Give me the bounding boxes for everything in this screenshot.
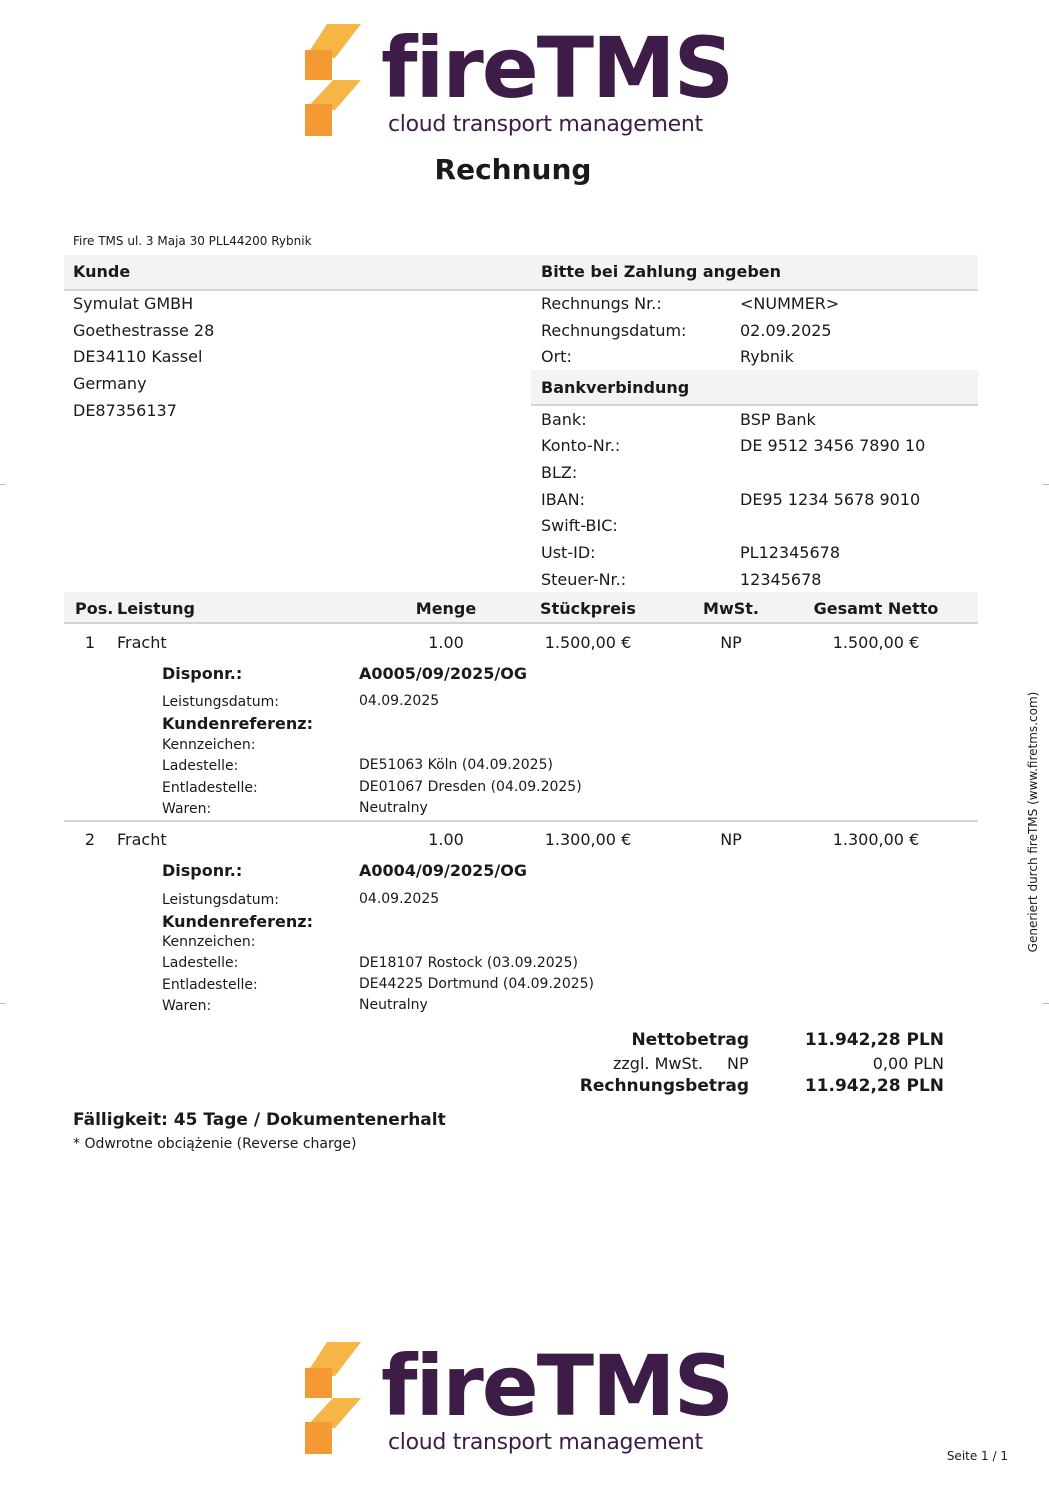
bank-label: BLZ: [541,463,578,482]
loading-label: Ladestelle: [162,955,239,971]
item-net-total: 1.300,00 € [832,830,920,849]
customer-heading: Kunde [73,262,131,281]
bank-label: Steuer-Nr.: [541,570,627,589]
item-pos: 1 [84,633,96,652]
loading-value: DE18107 Rostock (03.09.2025) [359,955,578,971]
invoice-number-value: <NUMMER> [740,294,840,313]
bank-value: DE95 1234 5678 9010 [740,490,921,509]
item-service: Fracht [117,830,167,849]
net-amount-value: 11.942,28 PLN [804,1030,944,1050]
header-band [64,255,978,291]
logo-tagline: cloud transport management [388,112,703,137]
reverse-charge-note: * Odwrotne obciążenie (Reverse charge) [73,1136,357,1152]
net-amount-label: Nettobetrag [631,1030,749,1050]
invoice-date-value: 02.09.2025 [740,321,832,340]
vat-value: 0,00 PLN [872,1054,944,1073]
generated-by-note: Generiert durch fireTMS (www.firetms.com) [1026,691,1040,953]
payment-ref-heading: Bitte bei Zahlung angeben [541,262,782,281]
bank-value: 12345678 [740,570,822,589]
unloading-value: DE01067 Dresden (04.09.2025) [359,779,582,795]
bank-value: PL12345678 [740,543,840,562]
goods-label: Waren: [162,998,212,1014]
goods-value: Neutralny [359,997,428,1013]
dispo-label: Disponr.: [162,861,243,880]
row-divider [64,820,978,822]
document-title: Rechnung [434,153,592,186]
item-unit-price: 1.500,00 € [544,633,632,652]
logo-wordmark: fireTMS [381,19,733,117]
logo-top [305,19,733,144]
loading-label: Ladestelle: [162,758,239,774]
item-service: Fracht [117,633,167,652]
bank-label: Bank: [541,410,587,429]
vat-code: NP [727,1054,749,1073]
bank-label: IBAN: [541,490,585,509]
unloading-label: Entladestelle: [162,780,258,796]
service-date-value: 04.09.2025 [359,891,440,907]
bank-label: Ust-ID: [541,543,596,562]
col-header-unit-price: Stückpreis [540,599,636,618]
customer-line: Symulat GMBH [73,294,194,313]
customer-line: Germany [73,374,147,393]
customer-ref-label: Kundenreferenz: [162,714,313,733]
customer-line: DE87356137 [73,401,177,420]
plate-label: Kennzeichen: [162,737,256,753]
dispo-value: A0005/09/2025/OG [359,664,527,683]
bank-value: BSP Bank [740,410,816,429]
place-label: Ort: [541,347,572,366]
item-qty: 1.00 [428,830,464,849]
vat-label: zzgl. MwSt. [613,1054,703,1073]
item-qty: 1.00 [428,633,464,652]
bank-value: DE 9512 3456 7890 10 [740,436,926,455]
col-header-net-total: Gesamt Netto [813,599,939,618]
item-vat: NP [720,633,742,652]
item-vat: NP [720,830,742,849]
customer-line: DE34110 Kassel [73,347,203,366]
bank-heading: Bankverbindung [541,378,690,397]
goods-label: Waren: [162,801,212,817]
service-date-value: 04.09.2025 [359,693,440,709]
item-unit-price: 1.300,00 € [544,830,632,849]
logo-wordmark: fireTMS [381,1337,733,1435]
logo-tagline: cloud transport management [388,1430,703,1455]
customer-ref-label: Kundenreferenz: [162,912,313,931]
fold-mark [1043,484,1049,485]
col-header-service: Leistung [117,599,195,618]
unloading-value: DE44225 Dortmund (04.09.2025) [359,976,595,992]
item-pos: 2 [84,830,96,849]
page-number: Seite 1 / 1 [946,1449,1008,1463]
fold-mark [0,484,6,485]
customer-line: Goethestrasse 28 [73,321,215,340]
loading-value: DE51063 Köln (04.09.2025) [359,757,553,773]
fold-mark [0,1003,6,1004]
item-net-total: 1.500,00 € [832,633,920,652]
place-value: Rybnik [740,347,794,366]
bank-label: Swift-BIC: [541,516,618,535]
invoice-total-value: 11.942,28 PLN [804,1076,944,1096]
invoice-date-label: Rechnungsdatum: [541,321,687,340]
flame-logo-icon [305,24,365,140]
unloading-label: Entladestelle: [162,977,258,993]
dispo-value: A0004/09/2025/OG [359,861,527,880]
bank-label: Konto-Nr.: [541,436,621,455]
flame-logo-icon [305,1342,365,1458]
payment-terms: Fälligkeit: 45 Tage / Dokumentenerhalt [73,1110,446,1130]
service-date-label: Leistungsdatum: [162,694,279,710]
dispo-label: Disponr.: [162,664,243,683]
service-date-label: Leistungsdatum: [162,892,279,908]
col-header-vat: MwSt. [703,599,759,618]
col-header-qty: Menge [415,599,477,618]
invoice-number-label: Rechnungs Nr.: [541,294,662,313]
fold-mark [1043,1003,1049,1004]
invoice-total-label: Rechnungsbetrag [579,1076,749,1096]
plate-label: Kennzeichen: [162,934,256,950]
logo-bottom [305,1337,733,1462]
col-header-pos: Pos. [75,599,114,618]
goods-value: Neutralny [359,800,428,816]
sender-address: Fire TMS ul. 3 Maja 30 PLL44200 Rybnik [73,234,312,248]
